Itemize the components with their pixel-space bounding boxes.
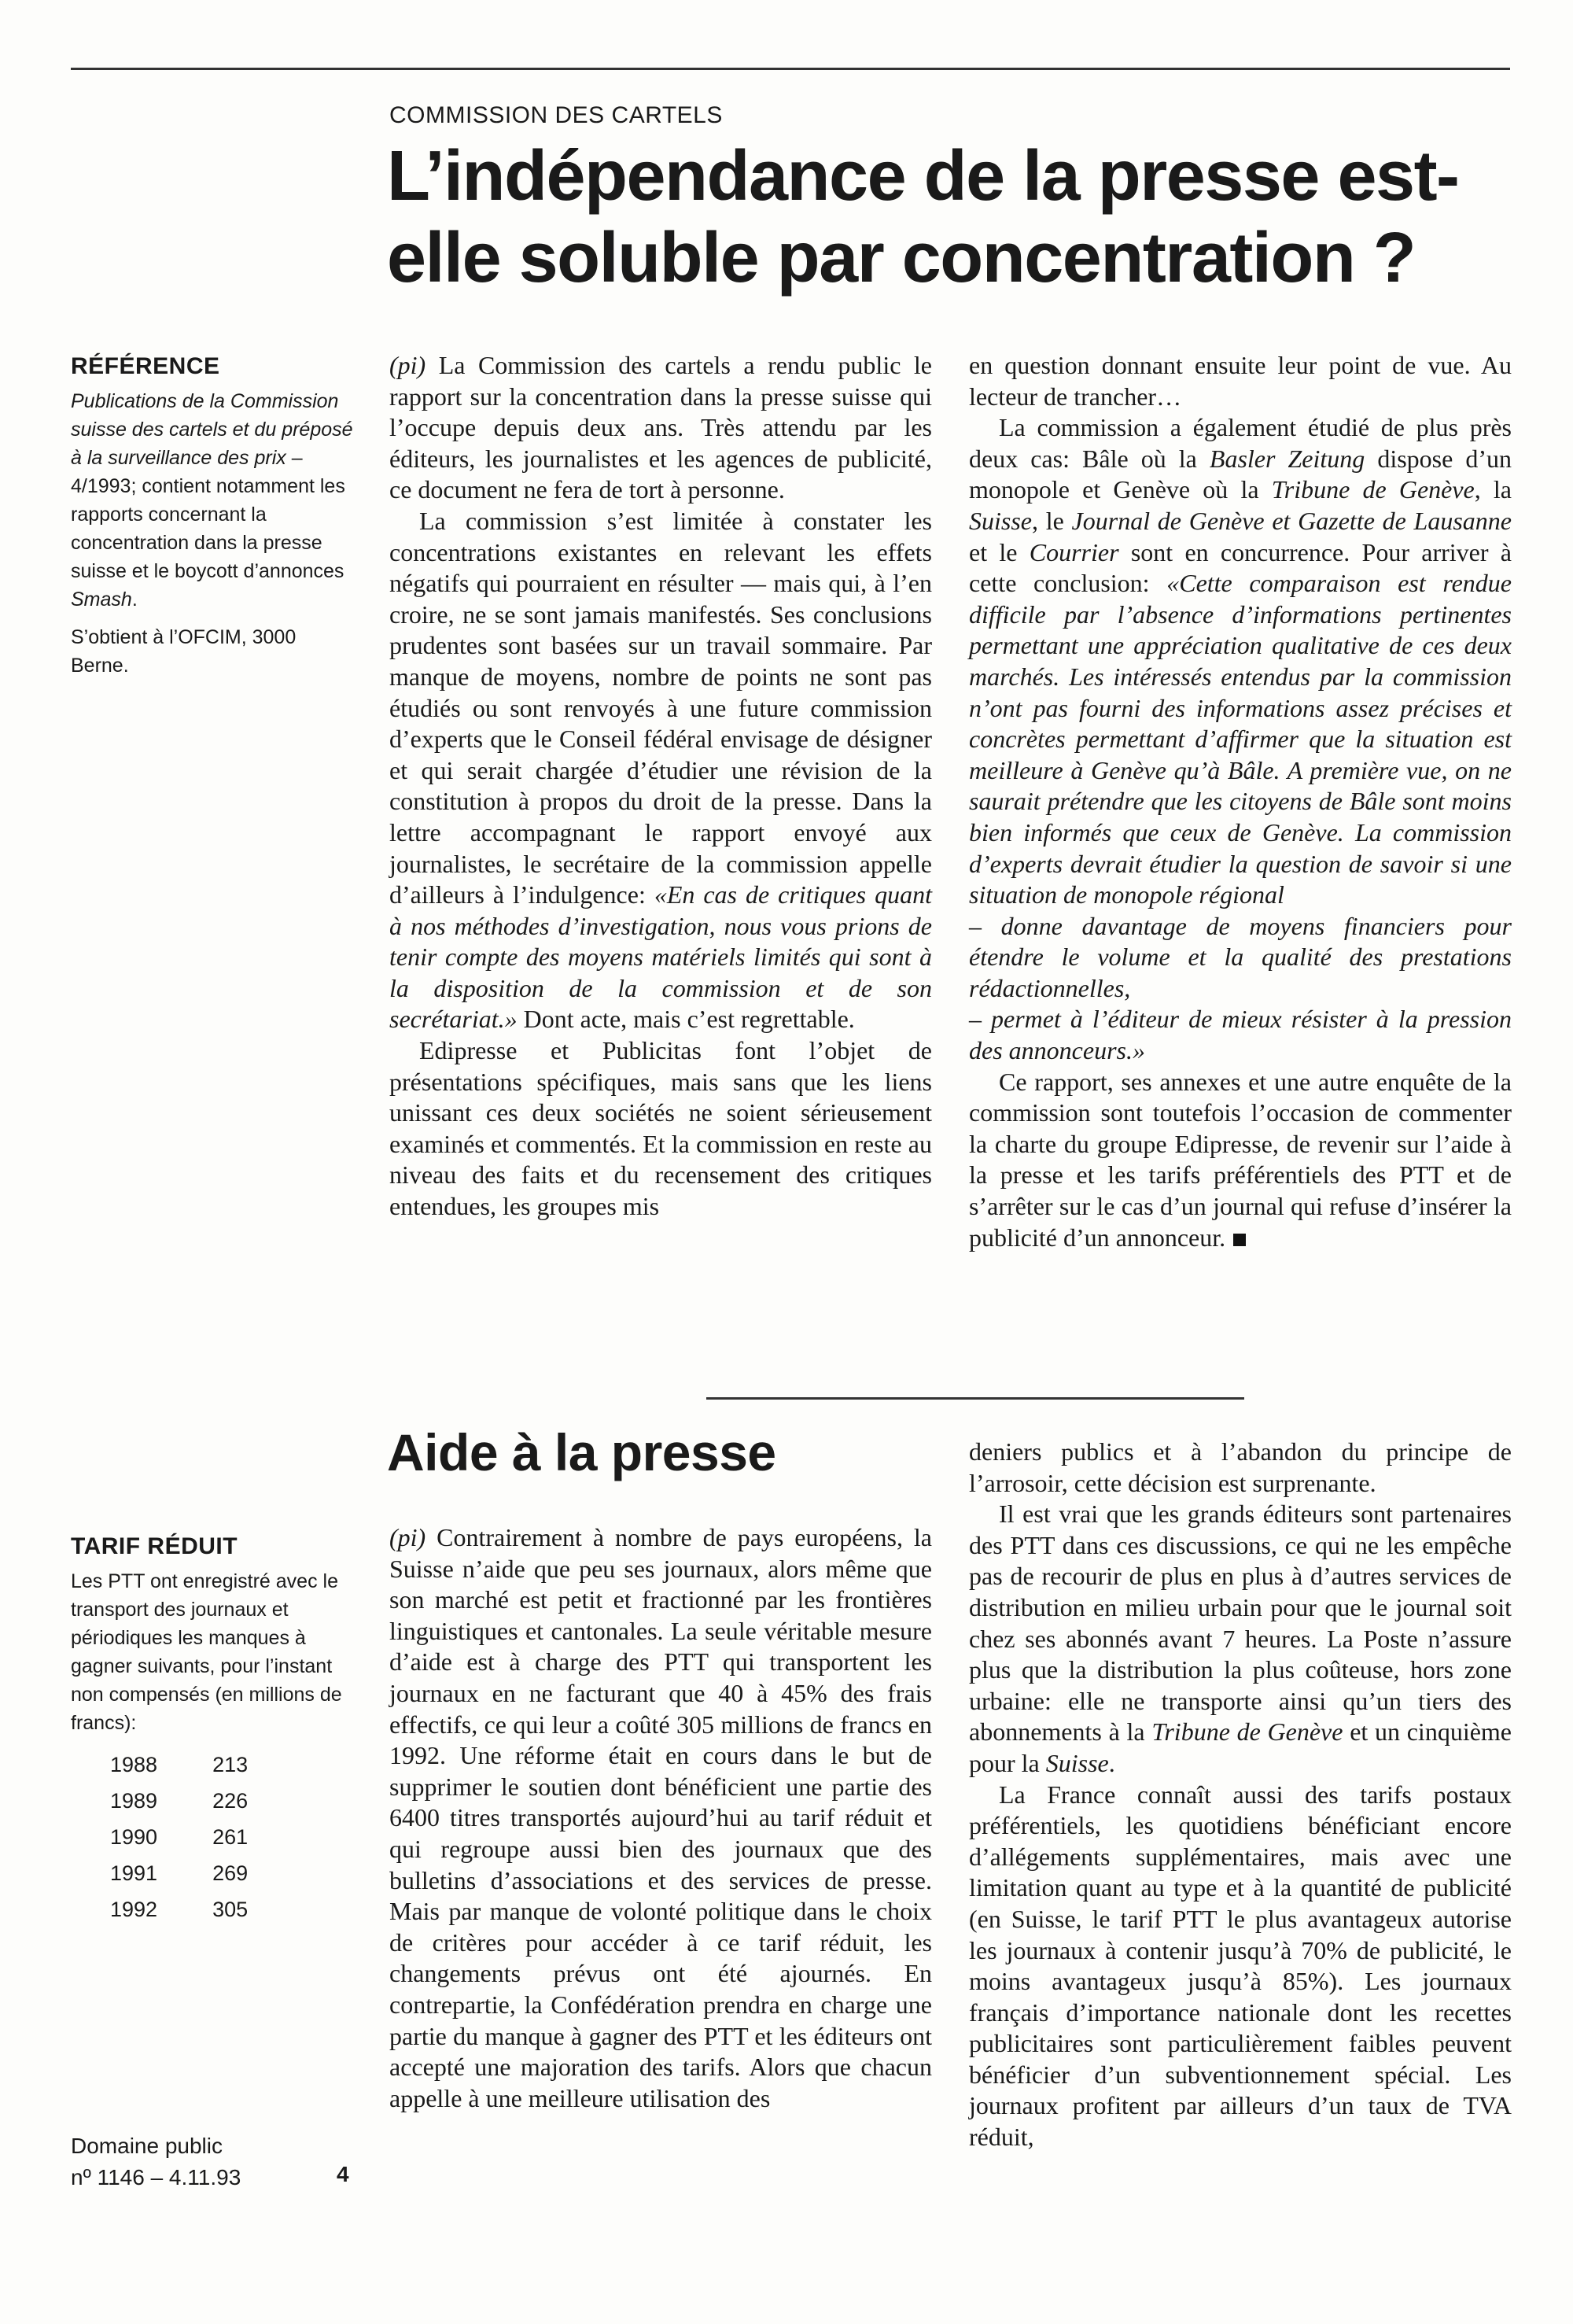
table-row <box>110 1747 303 1783</box>
paragraph: deniers publics et à l’abandon du principe de l’arrosoir, cette décision est surprenante. <box>969 1437 1512 1497</box>
value-cell: 261 <box>212 1825 249 1849</box>
paragraph-text: Contrairement à nombre de pays européens, la Suisse n’aide que peu ses journaux, alors même que son marché est petit et fractionné par les frontières linguistiques et cantonales. La seule véritable mesure d’aide est à charge des PTT qui transportent les journaux en ne facturant que 40 à 45% des frais effectifs, ce qui leur a coûté 305 millions de francs en 1992. Une réforme était en cours dans le but de supprimer le soutien dont bénéficient une partie des 6400 titres transportés aujourd’hui au tarif réduit et qui regroupe aussi bien des journaux que des bulletins d’associations et des services de presse. Mais par manque de volonté politique dans le choix de critères pour accéder à ce tarif réduit, les changements prévus ont été ajournés. En contrepartie, la Confédération prendra en charge une partie du manque à gagner des PTT et les éditeurs ont accepté une majoration des tarifs. Alors que chacun appelle à une meilleure utilisation des <box>389 1523 932 2112</box>
reference-text-b: . <box>131 588 138 611</box>
article1-column-1 <box>389 350 932 1223</box>
reference-text-a: – 4/1993; contient notamment les rapports concernant la concentration dans la presse suisse et le boycott d’annonces <box>71 447 345 582</box>
paragraph: en question donnant ensuite leur point de vue. Au lecteur de trancher… <box>969 351 1512 411</box>
top-rule <box>71 68 1510 70</box>
byline-initials: (pi) <box>389 351 426 379</box>
byline-initials: (pi) <box>389 1523 426 1551</box>
sidebar-reference <box>71 352 354 689</box>
newspaper-title: Basler Zeitung <box>1209 444 1365 473</box>
value-cell: 226 <box>212 1789 249 1813</box>
paragraph-text: La commission s’est limitée à constater les concentrations existantes en relevant les effets négatifs qui pourraient en résulter — mais qui, à l’en croire, ne se sont jamais manifestés. Ses conclusions prudentes sont basées sur un travail sommaire. Par manque de moyens, nombre de points ne sont pas étudiés ou sont renvoyés à une future commission d’experts que le Conseil fédéral envisage de désigner et qui serait chargée d’étudier une révision de la constitution à propos du droit de la presse. Dans la lettre accompagnant le rapport envoyé aux journalistes, le secrétaire de la commission appelle d’ailleurs à l’indulgence: <box>389 506 932 909</box>
paragraph <box>389 506 932 1035</box>
table-row <box>110 1891 303 1927</box>
newspaper-title: Tribune de Genève <box>1151 1717 1343 1747</box>
quote-item: – donne davantage de moyens financiers pour étendre le volume et la qualité des prestations rédactionnelles, <box>969 911 1512 1002</box>
sidebar-tarif <box>71 1533 354 1927</box>
sidebar-tarif-text: Les PTT ont enregistré avec le transport des journaux et périodiques les manques à gagner suivants, pour l’instant non compensés (en millions de francs): <box>71 1570 342 1734</box>
paragraph-text: et le <box>969 537 1030 566</box>
newspaper-title: Courrier <box>1029 537 1119 566</box>
reference-publication: Publications de la Commission suisse des cartels et du préposé à la surveillance des prix <box>71 390 353 469</box>
paragraph-text: dispose d’un monopole et Genève où la <box>969 444 1512 504</box>
paragraph-text: et un cinquième pour la <box>969 1717 1512 1777</box>
value-cell: 305 <box>212 1898 249 1921</box>
paragraph: Edipresse et Publicitas font l’objet de présentations spécifiques, mais sans que les liens unissant ces deux sociétés ne soient sérieusement examinés et commentés. Et la commission en reste au niveau des faits et du recensement des critiques entendues, les groupes mis <box>389 1036 932 1221</box>
article2-column-2 <box>969 1437 1512 2153</box>
paragraph: La France connaît aussi des tarifs postaux préférentiels, les quotidiens bénéficiant encore d’allégements supplémentaires, mais avec une limitation quant au type et à la quantité de publicité (en Suisse, le tarif PTT le plus avantageux autorise les journaux à contenir jusqu’à 70% de publicité, le moins avantageux jusqu’à 85%). Les journaux français d’importance nationale dont les recettes publicitaires sont particulièrement faibles peuvent bénéficier d’un subventionnement spécial. Les journaux profitent par ailleurs d’un taux de TVA réduit, <box>969 1780 1512 2152</box>
page-number: 4 <box>337 2162 349 2186</box>
article-headline: L’indépendance de la presse est-elle soluble par concentration ? <box>387 137 1459 297</box>
section-kicker: COMMISSION DES CARTELS <box>389 102 723 128</box>
value-cell: 269 <box>212 1861 249 1885</box>
paragraph <box>969 1499 1512 1779</box>
quote-text: «Cette comparaison est rendue difficile par l’absence d’informations pertinentes permettant une appréciation qualitative de ces deux marchés. Les intéressés entendus par la commission n’ont pas fourni des informations assez précises et concrètes permettant d’affirmer que la situation est meilleure à Genève qu’à Bâle. A première vue, on ne saurait prétendre que les citoyens de Bâle sont moins bien informés que ceux de Genève. La commission d’experts devrait étudier la question de savoir si une situation de monopole régional <box>969 569 1512 909</box>
year-cell: 1991 <box>110 1861 158 1885</box>
sidebar-reference-text <box>71 387 354 614</box>
table-row <box>110 1783 303 1819</box>
paragraph-text: Ce rapport, ses annexes et une autre enquête de la commission sont toutefois l’occasion de commenter la charte du groupe Edipresse, de revenir sur l’aide à la presse et les tarifs préférentiels des PTT et de s’arrêter sur le cas d’un journal qui refuse d’insérer la publicité d’un annonceur. <box>969 1067 1512 1252</box>
section-divider <box>706 1397 1244 1400</box>
paragraph <box>969 1067 1512 1254</box>
paragraph-text: Dont acte, mais c’est regrettable. <box>517 1005 855 1034</box>
sidebar-reference-title: RÉFÉRENCE <box>71 353 220 379</box>
tarif-table <box>110 1747 303 1927</box>
value-cell: 213 <box>212 1753 249 1776</box>
article2-column-1 <box>389 1522 932 2114</box>
newspaper-title: Tribune de Genève <box>1271 475 1475 504</box>
year-cell: 1988 <box>110 1753 158 1776</box>
paragraph-text: La Commission des cartels a rendu public le rapport sur la concentration dans la presse suisse qui l’occupe depuis deux ans. Très attendu par les éditeurs, les journalistes et les agences de publicité, ce document ne fera de tort à personne. <box>389 351 932 504</box>
paragraph <box>969 412 1512 911</box>
article1-column-2 <box>969 350 1512 1253</box>
end-mark-icon <box>1233 1234 1246 1246</box>
publication-name: Domaine public <box>71 2134 223 2158</box>
sidebar-reference-obtain: S’obtient à l’OFCIM, 3000 Berne. <box>71 626 297 677</box>
year-cell: 1992 <box>110 1898 158 1921</box>
page-footer <box>71 2130 354 2193</box>
paragraph-text: sont en concurrence. Pour arriver à cette conclusion: <box>969 537 1512 598</box>
issue-info: nº 1146 – 4.11.93 <box>71 2165 241 2189</box>
newspaper-title: Journal de Genève et Gazette de Lausanne <box>1071 506 1512 535</box>
paragraph-text: La commission a également étudié de plus près deux cas: Bâle où la <box>969 413 1512 473</box>
paragraph-text: , le <box>1032 506 1072 535</box>
newspaper-title: Suisse <box>969 506 1032 535</box>
paragraph-text: . <box>1108 1748 1115 1777</box>
paragraph-text: , la <box>1474 475 1512 504</box>
table-row <box>110 1855 303 1891</box>
article2-headline: Aide à la presse <box>387 1423 776 1481</box>
quote-text: «En cas de critiques quant à nos méthodes d’investigation, nous vous prions de tenir compte des moyens matériels limités qui sont à la disposition de la commission et de son secrétariat.» <box>389 880 933 1034</box>
quote-item: – permet à l’éditeur de mieux résister à la pression des annonceurs.» <box>969 1005 1512 1065</box>
paragraph <box>389 350 932 506</box>
sidebar-tarif-title: TARIF RÉDUIT <box>71 1533 238 1559</box>
year-cell: 1989 <box>110 1789 158 1813</box>
newspaper-title: Suisse <box>1045 1748 1109 1777</box>
reference-smash: Smash <box>71 588 132 611</box>
paragraph <box>389 1522 932 2114</box>
paragraph-text: Il est vrai que les grands éditeurs sont partenaires des PTT dans ces discussions, ce qui ne les empêche pas de recourir de plus en plus à d’autres services de distribution en milieu urbain pour que le journal soit chez ses abonnés avant 7 heures. La Poste n’assure plus que la distribution la plus coûteuse, hors zone urbaine: elle ne transporte ainsi qu’un tiers des abonnements à la <box>969 1500 1512 1747</box>
year-cell: 1990 <box>110 1825 158 1849</box>
table-row <box>110 1819 303 1855</box>
